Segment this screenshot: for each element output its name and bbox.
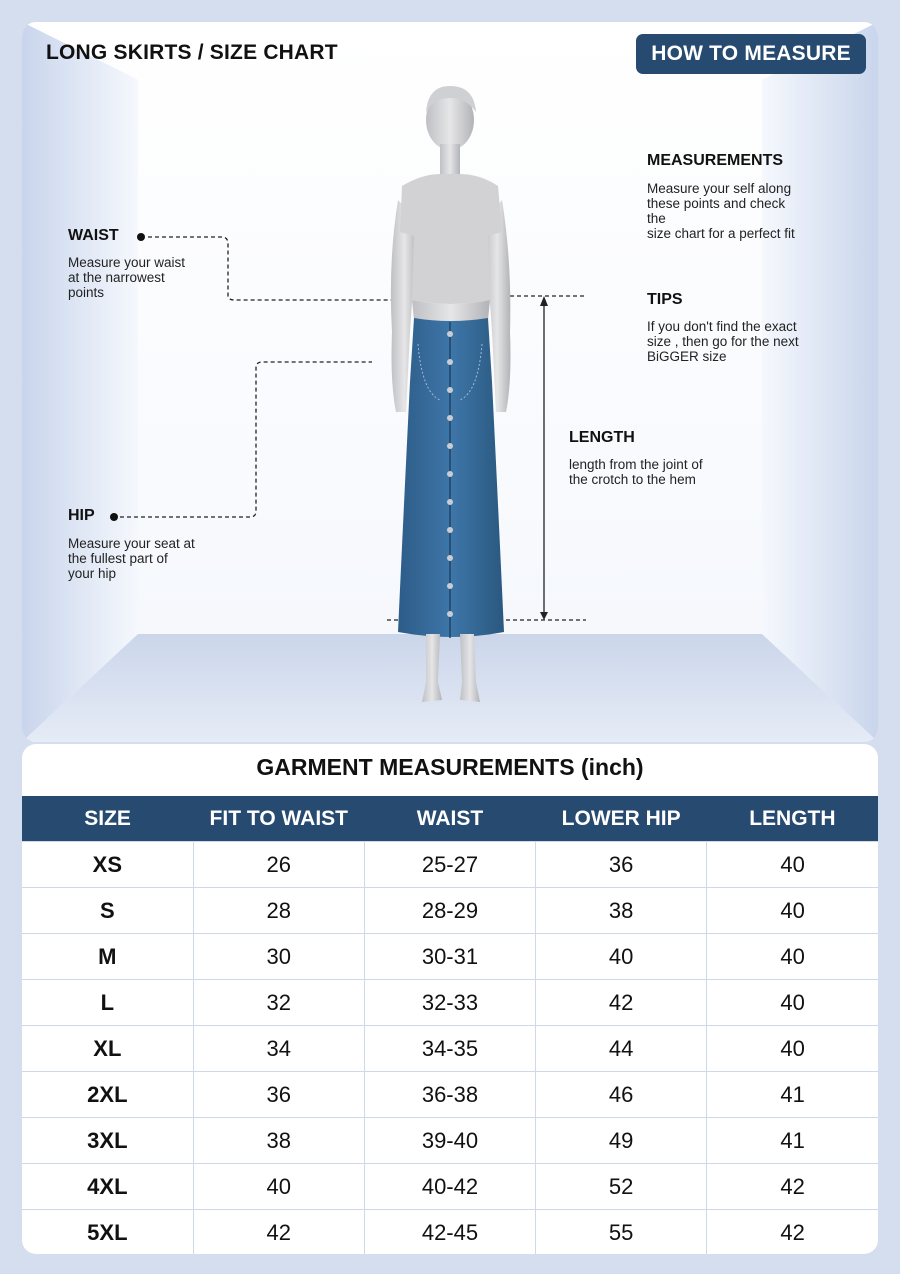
table-cell: 40	[536, 934, 707, 980]
table-cell: 38	[193, 1118, 364, 1164]
table-cell: 32	[193, 980, 364, 1026]
hip-line: the fullest part of	[68, 551, 168, 566]
table-cell: 49	[536, 1118, 707, 1164]
room-right-wall	[762, 22, 878, 742]
header-lower-hip: LOWER HIP	[536, 796, 707, 842]
table-cell: 42	[193, 1210, 364, 1255]
waist-marker-dot	[137, 233, 145, 241]
tips-line: size , then go for the next	[647, 334, 799, 349]
table-cell: 28	[193, 888, 364, 934]
table-cell: 55	[536, 1210, 707, 1255]
table-cell: 42-45	[364, 1210, 535, 1255]
room-left-wall	[22, 22, 138, 742]
table-cell: 36-38	[364, 1072, 535, 1118]
length-line: the crotch to the hem	[569, 472, 696, 487]
table-cell: 26	[193, 842, 364, 888]
measurements-line: these points and check	[647, 196, 786, 211]
waist-line: points	[68, 285, 105, 300]
table-row	[22, 1026, 878, 1072]
hip-line: your hip	[68, 566, 117, 581]
size-table-panel	[22, 744, 878, 1254]
measurements-line: size chart for a perfect fit	[647, 226, 795, 241]
header-length: LENGTH	[707, 796, 878, 842]
waist-line: at the narrowest	[68, 270, 165, 285]
header-fit-to-waist: FIT TO WAIST	[193, 796, 364, 842]
hip-marker-dot	[110, 513, 118, 521]
hip-heading: HIP	[68, 507, 95, 524]
size-cell: L	[22, 980, 193, 1026]
table-row	[22, 1164, 878, 1210]
size-cell: 4XL	[22, 1164, 193, 1210]
hip-description	[68, 536, 195, 581]
waist-description	[68, 255, 185, 300]
table-row	[22, 1072, 878, 1118]
size-cell: XS	[22, 842, 193, 888]
tips-line: If you don't find the exact	[647, 319, 797, 334]
table-row	[22, 934, 878, 980]
length-heading: LENGTH	[569, 429, 635, 446]
hip-line: Measure your seat at	[68, 536, 195, 551]
how-to-measure-button[interactable]: HOW TO MEASURE	[636, 34, 866, 74]
table-cell: 44	[536, 1026, 707, 1072]
table-cell: 40	[707, 934, 878, 980]
size-cell: M	[22, 934, 193, 980]
size-cell: S	[22, 888, 193, 934]
tips-line: BiGGER size	[647, 349, 727, 364]
table-cell: 25-27	[364, 842, 535, 888]
table-header-row	[22, 796, 878, 842]
table-cell: 42	[707, 1210, 878, 1255]
table-cell: 38	[536, 888, 707, 934]
table-row	[22, 1118, 878, 1164]
header-waist: WAIST	[364, 796, 535, 842]
tips-heading: TIPS	[647, 291, 683, 308]
size-cell: XL	[22, 1026, 193, 1072]
table-cell: 40-42	[364, 1164, 535, 1210]
size-table	[22, 796, 878, 1254]
table-cell: 40	[707, 842, 878, 888]
table-cell: 40	[193, 1164, 364, 1210]
table-cell: 40	[707, 1026, 878, 1072]
table-cell: 41	[707, 1118, 878, 1164]
table-cell: 28-29	[364, 888, 535, 934]
measurements-description	[647, 181, 795, 241]
measurements-line: Measure your self along	[647, 181, 792, 196]
table-cell: 46	[536, 1072, 707, 1118]
size-cell: 3XL	[22, 1118, 193, 1164]
table-cell: 41	[707, 1072, 878, 1118]
table-cell: 34	[193, 1026, 364, 1072]
length-description	[569, 457, 703, 487]
waist-heading: WAIST	[68, 227, 119, 244]
mannequin-icon	[352, 82, 572, 702]
table-cell: 42	[536, 980, 707, 1026]
table-cell: 36	[193, 1072, 364, 1118]
measurements-line: the	[647, 211, 666, 226]
size-cell: 2XL	[22, 1072, 193, 1118]
table-row	[22, 980, 878, 1026]
measure-guide-panel	[22, 22, 878, 742]
table-title: GARMENT MEASUREMENTS (inch)	[256, 754, 644, 780]
table-cell: 52	[536, 1164, 707, 1210]
table-row	[22, 888, 878, 934]
table-cell: 34-35	[364, 1026, 535, 1072]
tips-description	[647, 319, 799, 364]
waist-line: Measure your waist	[68, 255, 186, 270]
table-row	[22, 842, 878, 888]
size-cell: 5XL	[22, 1210, 193, 1255]
table-cell: 40	[707, 980, 878, 1026]
table-cell: 30-31	[364, 934, 535, 980]
page-title: LONG SKIRTS / SIZE CHART	[46, 41, 338, 64]
table-cell: 39-40	[364, 1118, 535, 1164]
table-cell: 42	[707, 1164, 878, 1210]
table-row	[22, 1210, 878, 1255]
table-cell: 30	[193, 934, 364, 980]
header-size: SIZE	[22, 796, 193, 842]
table-cell: 36	[536, 842, 707, 888]
table-cell: 40	[707, 888, 878, 934]
length-line: length from the joint of	[569, 457, 703, 472]
table-cell: 32-33	[364, 980, 535, 1026]
measurements-heading: MEASUREMENTS	[647, 152, 784, 169]
